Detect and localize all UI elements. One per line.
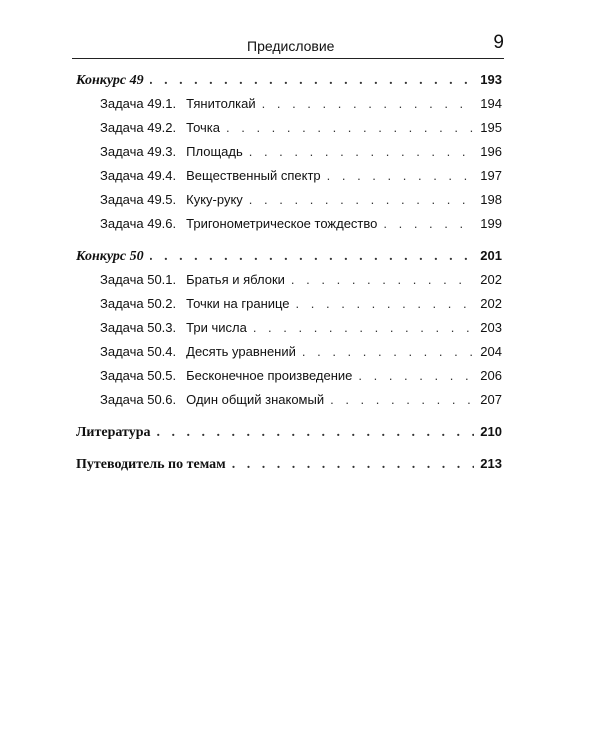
task-title: Тянитолкай: [186, 96, 256, 111]
task-number: Задача 49.4.: [100, 168, 177, 183]
dot-leader: [358, 368, 474, 383]
toc-entry-page: 201: [480, 248, 502, 263]
task-page: 196: [480, 144, 502, 159]
dot-leader: [327, 168, 475, 183]
toc-entry-title: Литература: [76, 425, 151, 440]
task-number: Задача 49.5.: [100, 192, 177, 207]
toc-entry-literature[interactable]: [76, 424, 502, 448]
dot-leader: [296, 296, 475, 311]
task-page: 206: [480, 368, 502, 383]
task-title: Точки на границе: [186, 296, 290, 311]
toc-entry-task[interactable]: [76, 392, 502, 416]
table-of-contents: [76, 72, 502, 480]
dot-leader: [253, 320, 474, 335]
toc-entry-topic-guide[interactable]: [76, 456, 502, 480]
task-title: Точка: [186, 120, 220, 135]
task-title: Братья и яблоки: [186, 272, 285, 287]
toc-entry-page: 210: [480, 424, 502, 439]
toc-entry-title: Конкурс 49: [76, 73, 144, 88]
toc-entry-task[interactable]: [76, 168, 502, 192]
task-number: Задача 50.3.: [100, 320, 177, 335]
toc-entry-title: Путеводитель по темам: [76, 457, 226, 472]
task-page: 198: [480, 192, 502, 207]
toc-entry-task[interactable]: [76, 368, 502, 392]
task-number: Задача 50.2.: [100, 296, 177, 311]
toc-entry-task[interactable]: [76, 192, 502, 216]
task-number: Задача 49.1.: [100, 96, 177, 111]
toc-entry-page: 193: [480, 72, 502, 87]
toc-entry-task[interactable]: [76, 216, 502, 240]
task-title: Десять уравнений: [186, 344, 296, 359]
task-title: Вещественный спектр: [186, 168, 321, 183]
task-title: Тригонометрическое тождество: [186, 216, 378, 231]
toc-entry-task[interactable]: [76, 344, 502, 368]
toc-entry-task[interactable]: [76, 296, 502, 320]
toc-entry-task[interactable]: [76, 144, 502, 168]
toc-entry-task[interactable]: [76, 96, 502, 120]
task-page: 207: [480, 392, 502, 407]
task-number: Задача 49.2.: [100, 120, 177, 135]
dot-leader: [226, 120, 474, 135]
task-number: Задача 50.4.: [100, 344, 177, 359]
dot-leader: [249, 192, 475, 207]
task-title: Бесконечное произведение: [186, 368, 353, 383]
toc-entry-contest-50[interactable]: [76, 248, 502, 272]
task-page: 199: [480, 216, 502, 231]
header-title: Предисловие: [247, 38, 335, 54]
dot-leader: [262, 96, 475, 111]
task-number: Задача 49.3.: [100, 144, 177, 159]
task-page: 202: [480, 296, 502, 311]
toc-entry-task[interactable]: [76, 272, 502, 296]
dot-leader: [302, 344, 474, 359]
task-page: 195: [480, 120, 502, 135]
task-number: Задача 50.5.: [100, 368, 177, 383]
task-page: 197: [480, 168, 502, 183]
task-number: Задача 49.6.: [100, 216, 177, 231]
toc-entry-title: Конкурс 50: [76, 249, 144, 264]
running-header: [72, 32, 504, 59]
task-page: 202: [480, 272, 502, 287]
task-page: 204: [480, 344, 502, 359]
task-page: 203: [480, 320, 502, 335]
task-number: Задача 50.6.: [100, 392, 177, 407]
dot-leader: [150, 249, 475, 265]
toc-entry-task[interactable]: [76, 120, 502, 144]
toc-entry-contest-49[interactable]: [76, 72, 502, 96]
dot-leader: [383, 216, 474, 231]
dot-leader: [330, 392, 474, 407]
dot-leader: [249, 144, 475, 159]
dot-leader: [150, 73, 475, 89]
task-title: Один общий знакомый: [186, 392, 325, 407]
task-title: Три числа: [186, 320, 247, 335]
header-page-number: 9: [493, 32, 504, 53]
dot-leader: [232, 457, 475, 473]
task-title: Куку-руку: [186, 192, 243, 207]
dot-leader: [291, 272, 474, 287]
toc-entry-task[interactable]: [76, 320, 502, 344]
task-number: Задача 50.1.: [100, 272, 177, 287]
toc-entry-page: 213: [480, 456, 502, 471]
task-page: 194: [480, 96, 502, 111]
dot-leader: [157, 425, 475, 441]
task-title: Площадь: [186, 144, 243, 159]
